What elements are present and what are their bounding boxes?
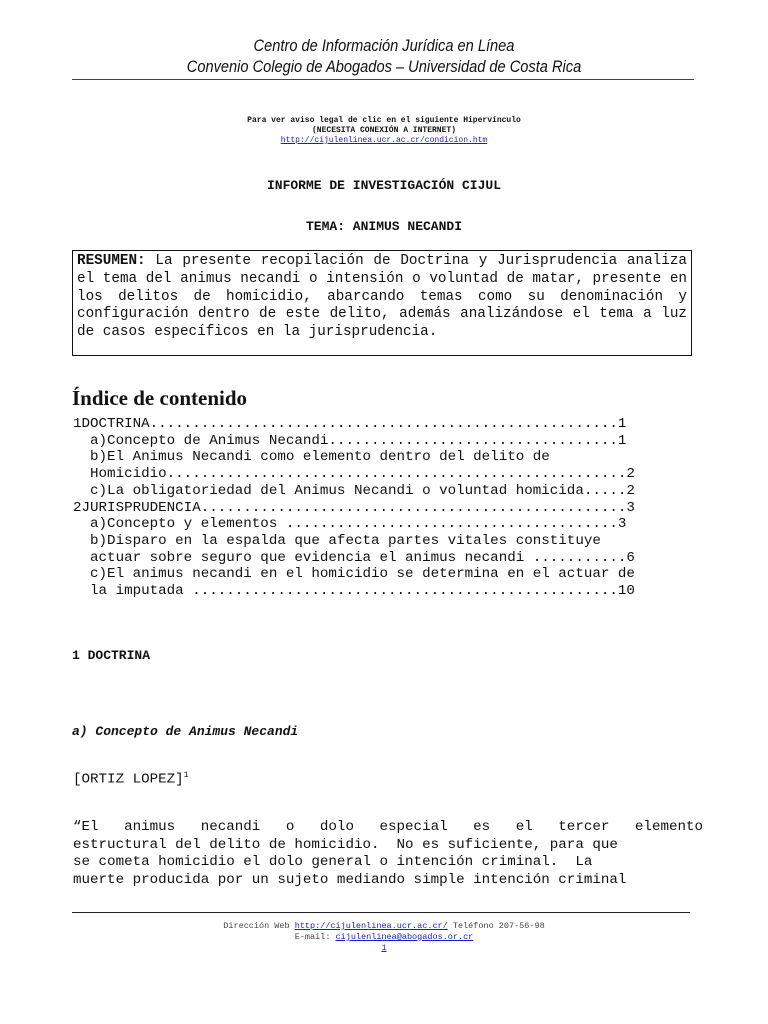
footer-email-link[interactable]: cijulenlinea@abogados.or.cr [335, 932, 474, 942]
footer-web-label: Dirección Web [223, 921, 290, 931]
footer-web-link[interactable]: http://cijulenlinea.ucr.ac.cr/ [294, 921, 448, 931]
footnote-marker[interactable]: 1 [183, 771, 189, 780]
report-topic: TEMA: ANIMUS NECANDI [305, 219, 463, 234]
toc-entry[interactable]: b)El Animus Necandi como elemento dentro del delito de [73, 449, 550, 466]
toc-entry[interactable]: 1DOCTRINA.......................................................1 [73, 416, 627, 432]
quote-line: “El animus necandi o dolo especial es el tercer elemento [73, 819, 704, 835]
subsection-heading-concepto: a) Concepto de Animus Necandi [72, 724, 299, 739]
footer-rule [72, 912, 690, 913]
header-line-2: Convenio Colegio de Abogados – Universidad de Costa Rica [186, 57, 582, 76]
toc-entry[interactable]: b)Disparo en la espalda que afecta partes vitales constituye [73, 532, 601, 549]
toc-entry[interactable]: a)Concepto de Animus Necandi..................................1 [73, 432, 627, 449]
footer-email-row [0, 932, 768, 943]
footer-email-label: E-mail: [294, 932, 331, 942]
citation-text: [ORTIZ LOPEZ] [73, 771, 184, 788]
toc-entry[interactable]: actuar sobre seguro que evidencia el animus necandi ...........6 [73, 549, 635, 566]
summary-text: La presente recopilación de Doctrina y Jurisprudencia analiza el tema del animus necandi o intensión o voluntad de matar, presente en los delitos de homicidio, abarcando temas como su denominación y configuración dentro de este delito, además analizándose el tema a luz de casos específicos en la jurisprudencia. [77, 253, 687, 341]
toc-entry[interactable]: a)Concepto y elementos .......................................3 [73, 516, 627, 533]
quote-paragraph [73, 819, 704, 889]
header-line-1: Centro de Información Jurídica en Línea [253, 36, 515, 55]
quote-line: se cometa homicidio el dolo general o intención criminal. La [73, 854, 593, 870]
legal-notice-line-2: (NECESITA CONEXIÓN A INTERNET) [311, 126, 457, 135]
header-rule [72, 79, 694, 80]
quote-line: muerte producida por un sujeto mediando simple intención criminal [73, 871, 627, 888]
toc-entry[interactable]: la imputada ..................................................10 [73, 583, 635, 600]
legal-notice-line-1: Para ver aviso legal de clic en el siguiente Hipervínculo [247, 116, 521, 125]
summary-box [72, 250, 692, 356]
toc-entry[interactable]: 2JURISPRUDENCIA..................................................3 [73, 499, 635, 516]
quote-line: estructural del delito de homicidio. No es suficiente, para que [73, 836, 618, 853]
report-title: INFORME DE INVESTIGACIÓN CIJUL [266, 178, 502, 193]
footer-phone: Teléfono 207-56-98 [452, 921, 545, 931]
legal-notice-link[interactable]: http://cijulenlinea.ucr.ac.cr/condicion.htm [280, 136, 488, 145]
toc-list [73, 416, 635, 600]
toc-entry[interactable]: c)El animus necandi en el homicidio se determina en el actuar de [73, 566, 635, 583]
section-heading-doctrina: 1 DOCTRINA [72, 648, 151, 663]
footer-web-row [0, 921, 768, 932]
citation [73, 771, 189, 788]
summary-label: RESUMEN: [77, 253, 146, 269]
footer-page-row [0, 943, 768, 954]
page-number: 1 [381, 943, 387, 953]
toc-entry[interactable]: Homicidio......................................................2 [73, 466, 635, 483]
legal-notice-link-row [0, 136, 768, 146]
toc-entry[interactable]: c)La obligatoriedad del Animus Necandi o voluntad homicida.....2 [73, 482, 635, 499]
toc-title: Índice de contenido [72, 386, 248, 410]
